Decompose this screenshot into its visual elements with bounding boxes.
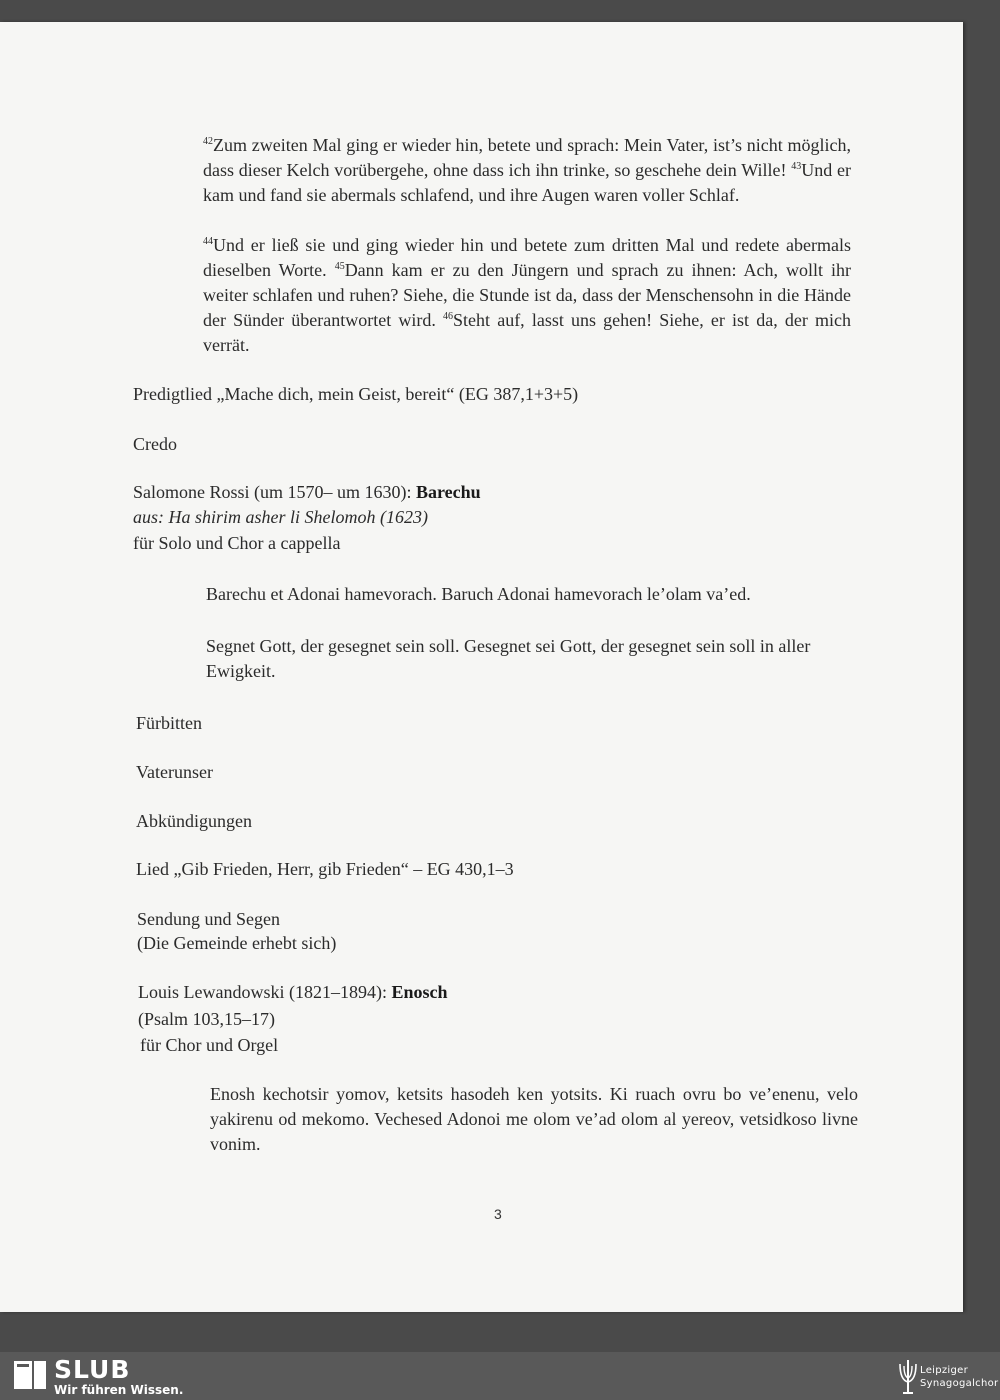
library-name: SLUB xyxy=(54,1355,131,1384)
composer: Salomone Rossi (um 1570– um 1630): xyxy=(133,482,416,502)
work-source: aus: Ha shirim asher li Shelomoh (1623) xyxy=(133,507,428,527)
credo: Credo xyxy=(133,434,177,454)
predigtlied: Predigtlied „Mache dich, mein Geist, bereit“ (EG 387,1+3+5) xyxy=(133,384,579,404)
footer-bar xyxy=(0,1352,1000,1400)
verse-text: Und er kam und fand sie abermals schlafend, und ihre Augen waren voller Schlaf. xyxy=(203,160,852,205)
rossi-heading xyxy=(133,480,481,505)
verse-number: 44 xyxy=(203,236,213,247)
library-tagline: Wir führen Wissen. xyxy=(54,1383,184,1397)
choir-name-line1: Leipziger xyxy=(920,1365,969,1376)
page-number: 3 xyxy=(494,1206,502,1222)
work-scoring: für Solo und Chor a cappella xyxy=(133,533,341,553)
gemeinde-note: (Die Gemeinde erhebt sich) xyxy=(137,933,337,953)
verse-number: 45 xyxy=(334,261,345,272)
scripture-paragraph-1 xyxy=(203,133,851,208)
verse-text: Zum zweiten Mal ging er wieder hin, betete und sprach: Mein Vater, ist’s nicht möglich, dass dieser Kelch vorübergehe, ohne dass ich ihn trinke, so geschehe dein Wille! xyxy=(203,135,851,180)
lewandowski-heading xyxy=(138,980,448,1005)
verse-number: 46 xyxy=(443,311,454,322)
verse-text: Und er ließ sie und ging wieder hin und betete zum dritten Mal und redete abermals dieselben Worte. xyxy=(203,235,851,280)
slub-book-icon xyxy=(14,1359,48,1395)
abkuendigungen: Abkündigungen xyxy=(136,811,252,831)
scripture-paragraph-2 xyxy=(203,233,851,358)
vaterunser: Vaterunser xyxy=(136,762,213,782)
sendung: Sendung und Segen xyxy=(137,909,280,929)
menorah-icon xyxy=(897,1356,919,1400)
barechu-text: Barechu et Adonai hamevorach. Baruch Adonai hamevorach le’olam va’ed. xyxy=(206,584,751,604)
composer: Louis Lewandowski (1821–1894): xyxy=(138,982,392,1002)
barechu-translation: Segnet Gott, der gesegnet sein soll. Gesegnet sei Gott, der gesegnet sein soll in aller Ewigkeit. xyxy=(206,636,811,681)
psalm-reference: (Psalm 103,15–17) xyxy=(138,1009,275,1029)
lied: Lied „Gib Frieden, Herr, gib Frieden“ – EG 430,1–3 xyxy=(136,859,514,879)
enosh-text: Enosh kechotsir yomov, ketsits hasodeh ken yotsits. Ki ruach ovru bo ve’enenu, velo yakirenu od mekomo. Vechesed Adonoi me olom ve’ad olom al yereov, vetsidkoso livne vonim. xyxy=(210,1084,858,1154)
verse-text: Dann kam er zu den Jüngern und sprach zu ihnen: Ach, wollt ihr weiter schlafen und ruhen? Siehe, die Stunde ist da, dass der Menschensohn in die Hände der Sünder überantwortet wird. xyxy=(203,260,851,330)
work-scoring: für Chor und Orgel xyxy=(140,1035,279,1055)
choir-name xyxy=(920,1364,998,1390)
fuerbitten: Fürbitten xyxy=(136,713,202,733)
work-title: Barechu xyxy=(416,482,481,502)
choir-name-line2: Synagogalchor xyxy=(920,1378,999,1389)
verse-text: Steht auf, lasst uns gehen! Siehe, er ist da, der mich verrät. xyxy=(203,310,851,355)
document-page xyxy=(0,22,963,1312)
verse-number: 42 xyxy=(203,136,213,147)
verse-number: 43 xyxy=(791,161,802,172)
work-title: Enosch xyxy=(391,982,448,1002)
